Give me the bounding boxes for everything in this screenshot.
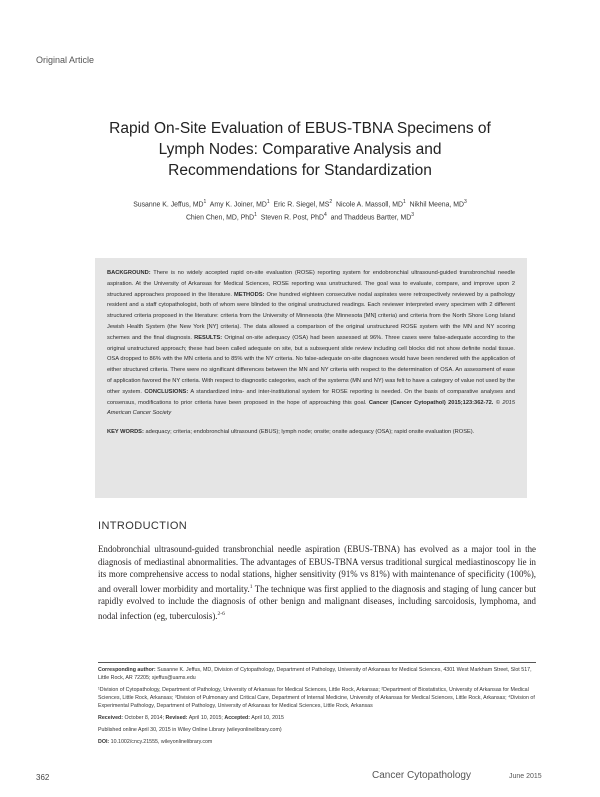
methods-label: METHODS: <box>234 291 265 298</box>
revised-date: April 10, 2015; <box>188 715 223 721</box>
article-title <box>95 118 505 181</box>
intro-paragraph <box>98 543 536 623</box>
author-affiliation: 1 <box>266 199 270 205</box>
author-name: Nicole A. Massoll, MD <box>336 201 404 209</box>
author-name: Amy K. Joiner, MD <box>209 201 267 209</box>
author-name: Steven R. Post, PhD <box>260 214 324 222</box>
title-line: Recommendations for Standardization <box>168 162 432 179</box>
dates <box>98 714 536 722</box>
author-line <box>60 210 540 223</box>
author-list <box>60 197 540 224</box>
background-text: There is no widely accepted rapid on-site evaluation (ROSE) reporting system for endobronchial ultrasound-guided transbronchial needle aspiration. At the University of Arkansas for Medical Sciences, ROSE reporting was unstructured. The goal was to evaluate, compare, and improve upon 2 structured approaches proposed in the literature. <box>107 270 515 298</box>
title-line: Rapid On-Site Evaluation of EBUS-TBNA Specimens of <box>109 120 491 137</box>
section-heading: INTRODUCTION <box>98 520 188 532</box>
conclusions-label: CONCLUSIONS: <box>144 388 189 395</box>
revised-label: Revised: <box>165 715 188 721</box>
reference-link[interactable]: 1 <box>249 583 253 590</box>
author-line <box>60 197 540 210</box>
intro-text: Endobronchial ultrasound-guided transbronchial needle aspiration (EBUS-TBNA) has evolved as a major tool in the diagnosis of mediastinal abnormalities. The advantages of EBUS-TBNA versus traditional surgical mediastinoscopy lie in its more comprehensive access to nodal stations, higher sensitivity (91% vs 81%) with maintenance of specificity (100%), and overall lower morbidity and mortality. <box>98 544 536 594</box>
page-number: 362 <box>36 773 50 782</box>
received-date: October 8, 2014; <box>124 715 164 721</box>
author-affiliation: 1 <box>203 199 207 205</box>
keywords-text: adequacy; criteria; endobronchial ultrasound (EBUS); lymph node; onsite; onsite adequacy (OSA); rapid onsite evaluation (ROSE). <box>145 429 475 436</box>
methods-text: One hundred eighteen consecutive nodal aspirates were retrospectively reviewed by a pathology resident and a staff cytopathologist, both of whom were blinded to the original unstructured readings. Each reviewer interpreted every specimen with 2 different structured criteria proposed in the literature: criteria from the University of Minnesota (the Minnesota [MN] criteria) and criteria from the North Shore Long Island Jewish Health System (the New York [NY] criteria). The data allowed a comparison of the original unstructured ROSE system with the MN and NY scoring schemes and the final diagnosis. <box>107 291 515 341</box>
doi-label: DOI: <box>98 739 110 745</box>
doi-link[interactable]: 10.1002/cncy.21555, wileyonlinelibrary.com <box>110 739 213 745</box>
accepted-date: April 10, 2015 <box>251 715 284 721</box>
corresponding-author <box>98 666 536 682</box>
citation: Cancer (Cancer Cytopathol) 2015;123:362-72. <box>368 399 494 406</box>
author-affiliation: 4 <box>323 212 327 219</box>
author-name: Nikhil Meena, MD <box>409 201 465 209</box>
received-label: Received: <box>98 715 124 721</box>
footnotes <box>98 662 536 750</box>
abstract <box>95 258 527 498</box>
author-name: Chien Chen, MD, PhD <box>185 214 255 222</box>
copyright: © 2015 American Cancer Society <box>107 399 515 417</box>
results-label: RESULTS: <box>194 334 223 341</box>
intro-text: The technique was first applied to the diagnosis and staging of lung cancer but rapidly evolved to include the diagnosis of other benign and malignant diseases, including sarcoidosis, lymphoma, and nodal infection (eg, tuberculosis). <box>98 583 536 621</box>
article-category: Original Article <box>36 55 95 65</box>
keywords-label: KEY WORDS: <box>107 429 144 436</box>
abstract-text <box>107 268 515 419</box>
background-label: BACKGROUND: <box>107 270 151 276</box>
author-name: Eric R. Siegel, MS <box>273 201 330 209</box>
author-affiliation: 3 <box>464 199 467 205</box>
accepted-label: Accepted: <box>224 715 251 721</box>
journal-name: Cancer Cytopathology <box>372 770 471 781</box>
doi <box>98 738 536 746</box>
issue-date: June 2015 <box>509 773 542 780</box>
author-affiliation: 2 <box>329 199 333 205</box>
corresponding-label: Corresponding author: <box>98 667 156 673</box>
keywords <box>107 427 515 438</box>
conclusions-text: A standardized intra- and inter-institutional system for ROSE reporting is needed. On the basis of comparative analyses and consensus, modifications to prior criteria have been proposed in the hope of approaching this goal. <box>107 388 515 406</box>
author-name: Susanne K. Jeffus, MD <box>133 201 204 209</box>
results-text: Original on-site adequacy (OSA) had been assessed at 96%. Three cases were false-adequate according to the original unstructured approach; these had been called adequate on site, but a subsequent slide review including cell blocks did not show definite nodal tissue. OSA dropped to 86% with the MN criteria and to 85% with the NY criteria. No false-adequate on-site diagnoses would have been rendered with the application of either structured criteria. There were no significant differences between the MN and NY criteria with respect to the determination of OSA. An assessment of ease of application favored the NY criteria. With respect to diagnostic categories, each of the systems (MN and NY) was felt to have a category of value not used by the other system. <box>107 334 515 395</box>
author-name: and Thaddeus Bartter, MD <box>330 214 412 222</box>
footnote-rule <box>98 662 536 663</box>
title-line: Lymph Nodes: Comparative Analysis and <box>158 141 442 158</box>
affiliations: ¹Division of Cytopathology, Department of Pathology, University of Arkansas for Medical Sciences, Little Rock, Arkansas; ²Department of Biostatistics, University of Arkansas for Medical Sciences, Little Rock, Arkansas; ³Division of Pulmonary and Critical Care, Department of Internal Medicine, University of Arkansas for Medical Sciences, Little Rock, Arkansas; ⁴Division of Experimental Pathology, Department of Pathology, University of Arkansas for Medical Sciences, Little Rock, Arkansas <box>98 687 535 709</box>
author-affiliation: 1 <box>254 212 257 219</box>
corresponding-text: Susanne K. Jeffus, MD, Division of Cytopathology, Department of Pathology, University of Arkansas for Medical Sciences, 4301 West Markham Street, Slot 517, Little Rock, AR 72205; sjeffus@uams.edu <box>98 667 532 681</box>
author-affiliation: 3 <box>411 212 415 219</box>
published-online: Published online April 30, 2015 in Wiley Online Library (wileyonlinelibrary.com) <box>98 727 282 733</box>
reference-link[interactable]: 2-6 <box>217 610 225 617</box>
author-affiliation: 1 <box>403 199 406 205</box>
